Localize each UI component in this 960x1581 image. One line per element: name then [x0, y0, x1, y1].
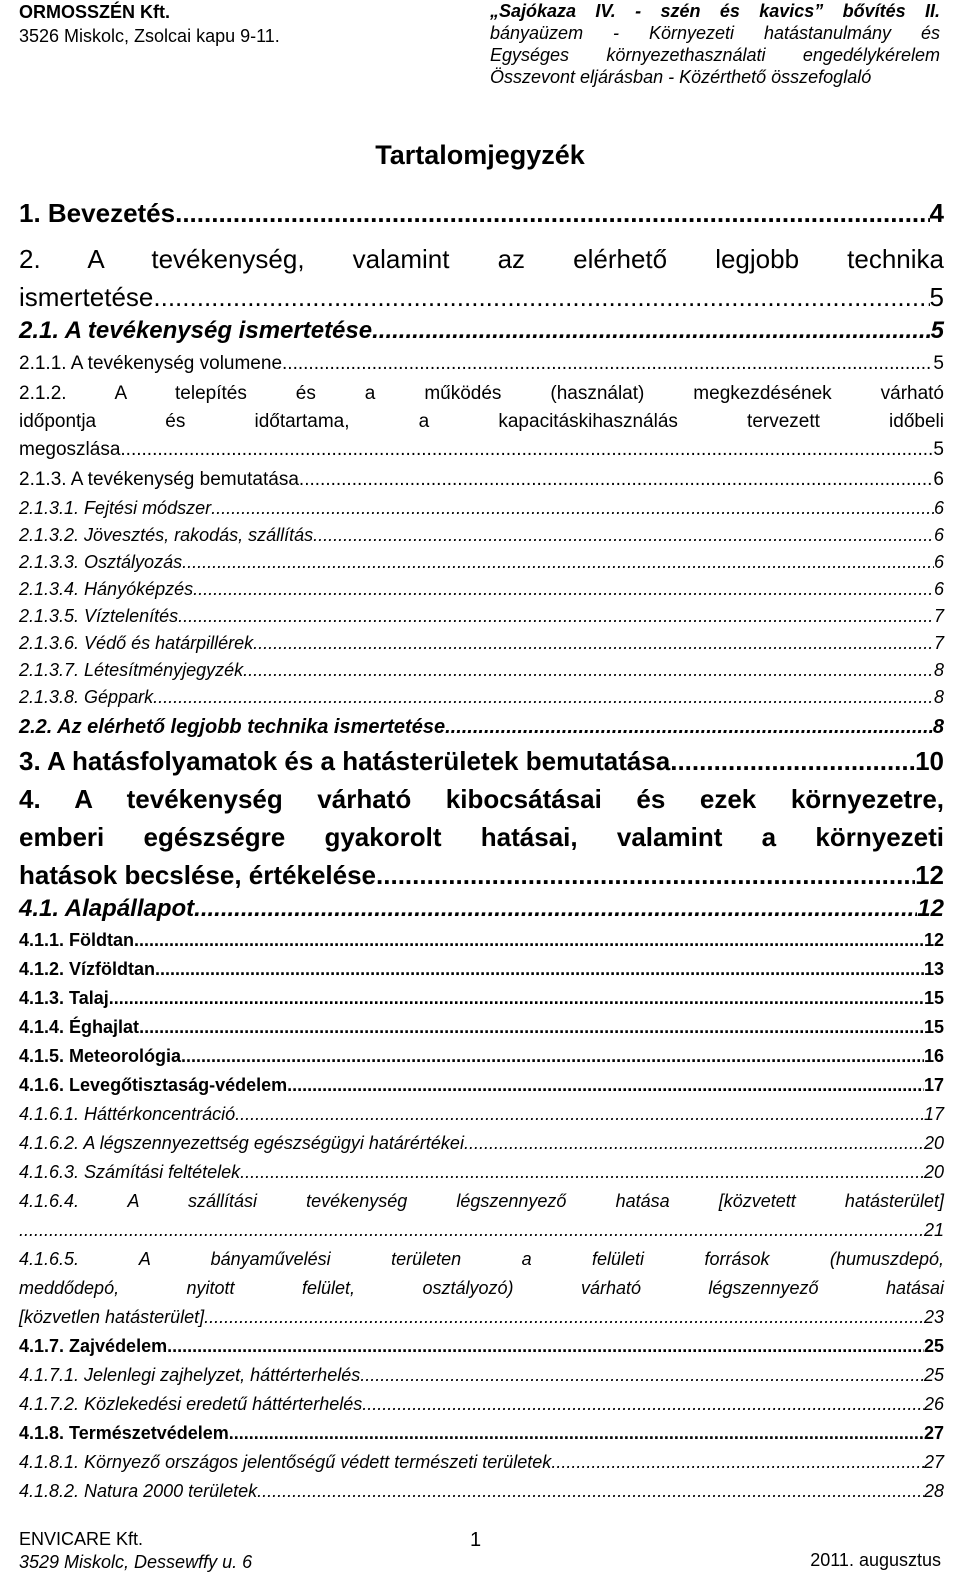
toc-entry[interactable] [19, 712, 944, 742]
toc-entry-text: 2.1.3.2. Jövesztés, rakodás, szállítás [19, 525, 314, 545]
toc-entry-page: 15 [923, 988, 944, 1008]
toc-entry[interactable] [19, 984, 944, 1013]
header-title-line: bányaüzem - Környezeti hatástanulmány és [490, 23, 940, 43]
toc-entry-text: 4.1.3. Talaj [19, 988, 109, 1008]
toc-entry-page: 26 [923, 1394, 944, 1414]
toc-entry-text: 2.1.1. A tevékenység volumene [19, 353, 283, 374]
footer-left [19, 1528, 252, 1574]
toc-entry[interactable] [19, 1187, 944, 1245]
toc-entry-text: 2.1.3. A tevékenység bemutatása [19, 469, 299, 490]
header-left [19, 0, 479, 48]
toc-entry-text: 4.1. Alapállapot [19, 895, 195, 922]
toc-entry-page: 8 [933, 687, 944, 707]
toc-entry-text: 2.1.3.4. Hányóképzés [19, 579, 194, 599]
toc-entry[interactable] [19, 1332, 944, 1361]
toc-entry-text: 4.1.1. Földtan [19, 930, 135, 950]
toc-entry-page: 27 [923, 1452, 944, 1472]
toc-entry-page: 10 [915, 746, 944, 776]
toc-entry-page: 20 [923, 1162, 944, 1182]
toc-entry-line: meddődepó, nyitott felület, osztályozó) várható légszennyező hatásai [19, 1278, 944, 1298]
toc-entry-page: 27 [923, 1423, 944, 1443]
toc-entry-page: 7 [933, 606, 944, 626]
toc-entry[interactable] [19, 495, 944, 522]
toc-entry[interactable] [19, 522, 944, 549]
toc-entry[interactable] [19, 1245, 944, 1332]
toc-entry[interactable] [19, 350, 944, 378]
toc-entry-page: 17 [923, 1104, 944, 1124]
toc-entry-page: 17 [923, 1075, 944, 1095]
toc-entry-text: 1. Bevezetés [19, 198, 176, 228]
toc-entry-page: 6 [933, 498, 944, 518]
toc-entry[interactable] [19, 1477, 944, 1506]
toc-entry[interactable] [19, 630, 944, 657]
toc-entry[interactable] [19, 1129, 944, 1158]
toc-entry-text: 4.1.8. Természetvédelem [19, 1423, 229, 1443]
toc-entry-text: 2.1.3.1. Fejtési módszer [19, 498, 212, 518]
toc-entry-page: 5 [933, 439, 944, 460]
toc-entry[interactable] [19, 380, 944, 464]
toc-entry[interactable] [19, 926, 944, 955]
toc-entry-line: 2. A tevékenység, valamint az elérhető legjobb technika [19, 244, 944, 274]
toc-entry-page: 20 [923, 1133, 944, 1153]
toc-entry[interactable] [19, 240, 944, 316]
toc-entry[interactable] [19, 549, 944, 576]
toc-entry-text: 2.1.3.8. Géppark [19, 687, 154, 707]
toc-entry[interactable] [19, 1361, 944, 1390]
toc-entry-text: hatások becslése, értékelése [19, 860, 377, 890]
toc-entry[interactable] [19, 1390, 944, 1419]
toc-entry-text: 4.1.7. Zajvédelem [19, 1336, 168, 1356]
toc-entry[interactable] [19, 603, 944, 630]
toc-entry[interactable] [19, 780, 944, 894]
toc-entry[interactable] [19, 657, 944, 684]
toc-entry-text: 2.2. Az elérhető legjobb technika ismertetése [19, 716, 446, 738]
toc-entry-text: 4.1.7.1. Jelenlegi zajhelyzet, háttérterhelés [19, 1365, 361, 1385]
toc-entry-text: 3. A hatásfolyamatok és a hatásterületek bemutatása [19, 746, 671, 776]
toc-entry[interactable] [19, 1071, 944, 1100]
toc-entry-line: 4. A tevékenység várható kibocsátásai és ezek környezetre, [19, 784, 944, 814]
toc-entry[interactable] [19, 194, 944, 232]
toc-entry-text: ismertetése [19, 282, 154, 312]
toc-entry-page: 15 [923, 1017, 944, 1037]
header-address: 3526 Miskolc, Zsolcai kapu 9-11. [19, 26, 280, 46]
toc-entry-text: 4.1.6.2. A légszennyezettség egészségügyi határértékei [19, 1133, 464, 1153]
toc-entry-text: 2.1.3.5. Víztelenítés [19, 606, 179, 626]
toc-entry-text: 4.1.5. Meteorológia [19, 1046, 182, 1066]
toc-entry-page: 4 [929, 198, 944, 228]
toc-entry[interactable] [19, 314, 944, 348]
footer-company: ENVICARE Kft. [19, 1529, 144, 1549]
toc-entry[interactable] [19, 466, 944, 494]
toc-entry-line: 4.1.6.4. A szállítási tevékenység légszennyező hatása [közvetett hatásterület] [19, 1191, 944, 1211]
header-title-line: Összevont eljárásban - Közérthető összefoglaló [490, 67, 872, 87]
toc-entry-page: 5 [929, 282, 944, 312]
page-number: 1 [470, 1529, 482, 1551]
footer-date: 2011. augusztus [810, 1550, 941, 1570]
toc-entry-text: 4.1.6. Levegőtisztaság-védelem [19, 1075, 288, 1095]
toc-entry-page: 12 [917, 895, 944, 922]
toc-entry-page: 23 [923, 1307, 944, 1327]
toc-entry-text: 2.1.3.7. Létesítményjegyzék [19, 660, 244, 680]
toc-entry-page: 8 [932, 716, 944, 738]
toc-entry[interactable] [19, 1448, 944, 1477]
toc-entry-text: 4.1.2. Vízföldtan [19, 959, 156, 979]
toc-entry-page: 6 [933, 469, 944, 490]
toc-entry[interactable] [19, 1158, 944, 1187]
toc-entry-page: 8 [933, 660, 944, 680]
toc-entry-text: 4.1.8.1. Környező országos jelentőségű védett természeti területek [19, 1452, 552, 1472]
toc-entry[interactable] [19, 955, 944, 984]
toc-entry-page: 12 [923, 930, 944, 950]
footer-address: 3529 Miskolc, Dessewffy u. 6 [19, 1552, 253, 1572]
toc-entry[interactable] [19, 576, 944, 603]
toc-entry[interactable] [19, 1100, 944, 1129]
toc-entry-line: időpontja és időtartama, a kapacitáskihasználás tervezett időbeli [19, 411, 944, 432]
toc-title: Tartalomjegyzék [375, 140, 585, 170]
toc-entry-page: 13 [923, 959, 944, 979]
toc-entry-text: 4.1.7.2. Közlekedési eredetű háttérterhelés [19, 1394, 363, 1414]
toc-entry-page: 25 [923, 1336, 944, 1356]
toc-entry-text: 4.1.6.3. Számítási feltételek [19, 1162, 241, 1182]
toc-entry-text: 4.1.8.2. Natura 2000 területek [19, 1481, 258, 1501]
header-title-line: Egységes környezethasználati engedélykérelem [490, 45, 940, 65]
toc-entry-page: 21 [923, 1220, 944, 1240]
toc-entry-line: 4.1.6.5. A bányaművelési területen a felületi források (humuszdepó, [19, 1249, 944, 1269]
toc-entry-text: 4.1.6.1. Háttérkoncentráció [19, 1104, 236, 1124]
toc-entry-page: 6 [933, 552, 944, 572]
toc-entry-line: 2.1.2. A telepítés és a működés (használat) megkezdésének várható [19, 383, 944, 404]
header-title-line: „Sajókaza IV. - szén és kavics” bővítés II. [490, 1, 940, 21]
toc-entry-text: 4.1.4. Éghajlat [19, 1017, 140, 1037]
toc-entry-page: 6 [933, 525, 944, 545]
header-document-title [490, 0, 940, 88]
toc-entry-text: megoszlása [19, 439, 121, 460]
toc-entry-page: 7 [933, 633, 944, 653]
toc-entry[interactable] [19, 1419, 944, 1448]
toc-entry-page: 12 [915, 860, 944, 890]
toc-entry-text: [közvetlen hatásterület] [19, 1307, 205, 1327]
toc-entry[interactable] [19, 742, 944, 780]
toc-entry[interactable] [19, 1013, 944, 1042]
toc-entry-page: 28 [923, 1481, 944, 1501]
toc-entry-page: 5 [933, 353, 944, 374]
toc-entry-page: 16 [923, 1046, 944, 1066]
toc-entry[interactable] [19, 1042, 944, 1071]
toc-entry-page: 6 [933, 579, 944, 599]
toc-entry-text: 2.1.3.6. Védő és határpillérek [19, 633, 254, 653]
header-company: ORMOSSZÉN Kft. [19, 2, 170, 22]
toc-entry-page: 5 [930, 317, 944, 344]
toc-entry[interactable] [19, 684, 944, 711]
toc-entry-text: 2.1. A tevékenység ismertetése [19, 317, 373, 344]
toc-entry-page: 25 [923, 1365, 944, 1385]
toc-entry[interactable] [19, 893, 944, 925]
toc-entry-line: emberi egészségre gyakorolt hatásai, valamint a környezeti [19, 822, 944, 852]
toc-entry-text: 2.1.3.3. Osztályozás [19, 552, 183, 572]
